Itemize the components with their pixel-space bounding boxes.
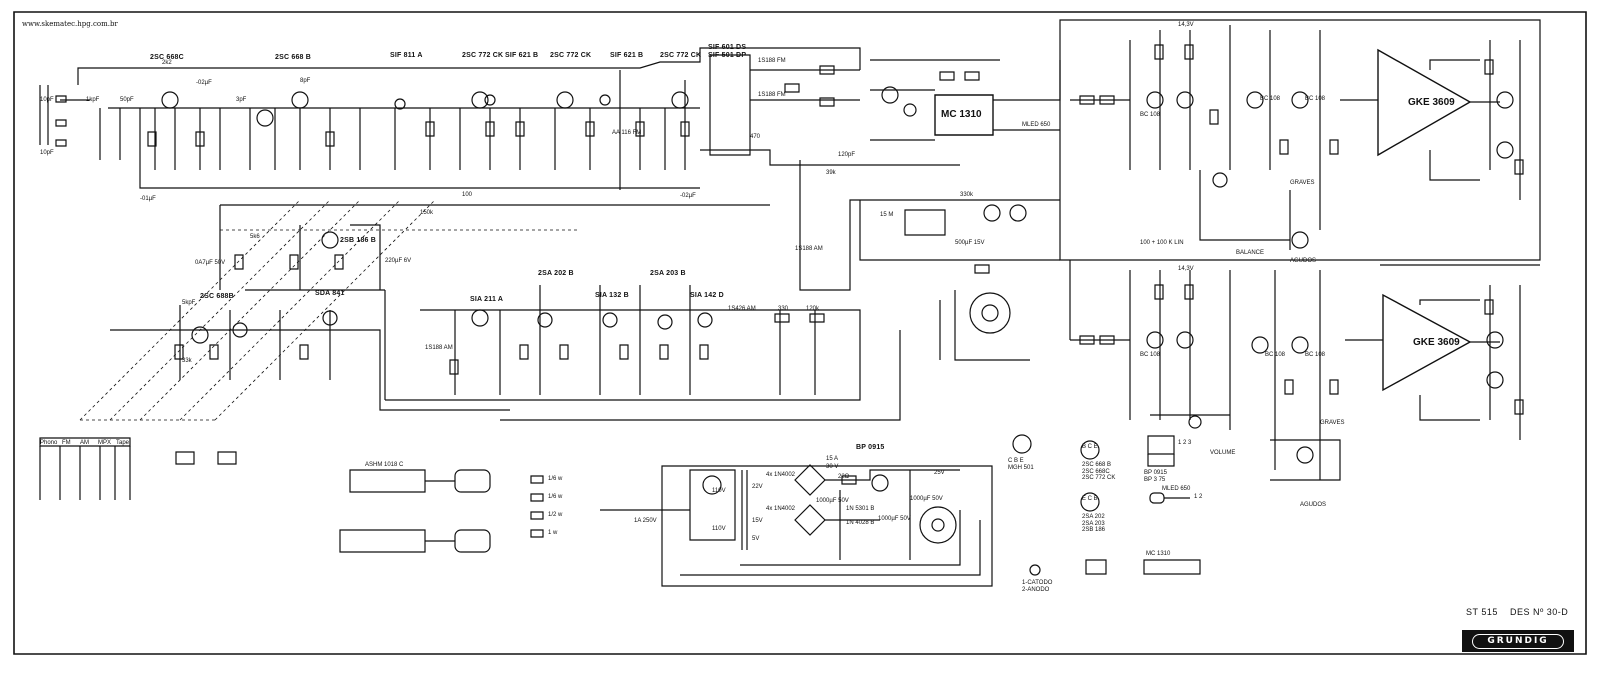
pinout-bp0915: BP 0915 BP 3 75 [1144, 470, 1167, 483]
mains-fuse: 1A 250V [634, 518, 657, 524]
r-120k: 120k [806, 306, 820, 312]
r-330k: 330k [960, 192, 974, 198]
bc108-6: BC 108 [1305, 352, 1326, 358]
ref-right: DES Nº 30-D [1510, 607, 1569, 617]
r-15m: 15 M [880, 212, 894, 218]
c-220uf: 220µF 6V [385, 258, 412, 264]
lamp-legend-4: 1 w [548, 530, 558, 536]
secondary-5v: 5V [752, 536, 760, 542]
r-39k: 39k [826, 170, 836, 176]
pinout-mc1310-top: MC 1310 [1146, 551, 1171, 557]
sif501dp-label: SIF 501 DP [708, 52, 747, 59]
lamp-legend-2: 1/6 w [548, 494, 563, 500]
c-500uf: 500µF 15V [955, 240, 985, 246]
fuse-30v: 30 V [826, 464, 839, 470]
sia142d-label: SIA 142 D [690, 292, 724, 299]
diode-1s426am: 1S426 AM [728, 306, 756, 312]
mled650-label: MLED 650 [1022, 122, 1051, 128]
diode-1s188fm-2: 1S188 FM [758, 92, 786, 98]
q-2sc668c-label: 2SC 668C [150, 54, 184, 61]
q-2sc772-3-label: 2SC 772 CK [660, 52, 702, 59]
r-330: 330 [778, 306, 789, 312]
c-047uf: 0A7µF 50V [195, 260, 226, 266]
mc1310-pinout [1144, 560, 1200, 574]
r-22ohm: 22Ω [838, 474, 850, 480]
pinout-diode: 1-CATODO 2-ANODO [1022, 580, 1053, 593]
bridge-1-label: 4x 1N4002 [766, 472, 796, 478]
legend-fm: FM [62, 440, 71, 446]
bp0915-label: BP 0915 [856, 444, 885, 451]
pinout-2sa-pins: E C B [1082, 496, 1098, 502]
balance-pot-label: 100 + 100 K LIN [1140, 240, 1184, 246]
rf-stage [40, 80, 689, 170]
graves-label-2: GRAVES [1320, 420, 1345, 426]
graves-label: GRAVES [1290, 180, 1315, 186]
diode-1s188am-2: 1S188 AM [795, 246, 823, 252]
r-33k: 33k [182, 358, 192, 364]
gke3609-top-label: GKE 3609 [1408, 97, 1455, 108]
ref-left: ST 515 [1466, 607, 1498, 617]
bc108-2: BC 108 [1260, 96, 1281, 102]
legend-mpx: MPX [98, 440, 112, 446]
brand-text: GRUNDIG [1487, 636, 1549, 646]
ashm-label: ASHM 1018 C [365, 462, 404, 468]
q-2sc688b-label: 2SC 688B [200, 293, 234, 300]
c-10pf-2: 10pF [40, 150, 54, 156]
primary-110v-2: 110V [712, 526, 726, 532]
pinout-mgh501: C B E MGH 501 [1008, 458, 1034, 471]
fuse-15a: 15 A [826, 456, 839, 462]
sif811a-label: SIF 811 A [390, 52, 423, 59]
bc108-5: BC 108 [1265, 352, 1286, 358]
cap-1000uf-3: 1000µF 50V [910, 496, 943, 502]
secondary-22v: 22V [752, 484, 763, 490]
sia132b-label: SIA 132 B [595, 292, 629, 299]
legend-phono: Phono [40, 440, 58, 446]
r-5k6: 5k6 [250, 234, 260, 240]
secondary-15v: 15V [752, 518, 763, 524]
c-02uf-top: -02µF [196, 80, 212, 86]
bc108-3: BC 108 [1305, 96, 1326, 102]
supply-bottom: 14,3V [1178, 266, 1194, 272]
q-2sc772-1-label: 2SC 772 CK [462, 52, 504, 59]
r-2k2: 2k2 [162, 60, 172, 66]
pinout-2sc-pins: B C E [1082, 444, 1098, 450]
website-url[interactable]: www.skematec.hpg.com.br [22, 20, 118, 28]
gke3609-bottom-label: GKE 3609 [1413, 337, 1460, 348]
sda841-label: SDA 841 [315, 290, 345, 297]
diode-aa116: AA 116 FM [612, 130, 642, 136]
sif601ds-label: SIF 601 DS [708, 44, 747, 51]
pinout-led-pins: 1 2 [1194, 494, 1203, 500]
volume-label: VOLUME [1210, 450, 1236, 456]
lamp-legend-3: 1/2 w [548, 512, 563, 518]
c-120pf: 120pF [838, 152, 856, 158]
legend-am: AM [80, 440, 89, 446]
c-3pf: 3pF [236, 97, 247, 103]
legend-tape: Tape [116, 440, 130, 446]
bc108-4: BC 108 [1140, 352, 1161, 358]
balance-label: BALANCE [1236, 250, 1265, 256]
bc108-1: BC 108 [1140, 112, 1161, 118]
c-10pf-1: 10pF [40, 97, 54, 103]
c-02uf-mid: -02µF [680, 193, 696, 199]
c-1kpf: 1kpF [86, 97, 100, 103]
lamp-legend-1: 1/6 w [548, 476, 563, 482]
supply-top: 14,3V [1178, 22, 1194, 28]
q-2sb186b-label: 2SB 186 B [340, 237, 377, 244]
cap-1000uf-2: 1000µF 50V [878, 516, 911, 522]
q-2sa202b-label: 2SA 202 B [538, 270, 574, 277]
c-50pf: 50pF [120, 97, 134, 103]
c-01uf: -01µF [140, 196, 156, 202]
supply-25v: 25V [934, 470, 945, 476]
sia211a-label: SIA 211 A [470, 296, 504, 303]
c-5kpf: 5kpF [182, 300, 196, 306]
q-2sc668b-label: 2SC 668 B [275, 54, 312, 61]
pinout-mled650: MLED 650 [1162, 486, 1191, 492]
mc1310-label: MC 1310 [941, 109, 982, 120]
cap-1000uf-1: 1000µF 50V [816, 498, 849, 504]
pinout-2sc: 2SC 668 B 2SC 668C 2SC 772 CK [1082, 462, 1116, 482]
diode-1s188am-1: 1S188 AM [425, 345, 453, 351]
c-8pf: 8pF [300, 78, 311, 84]
q-2sa203b-label: 2SA 203 B [650, 270, 686, 277]
ashm-connector [350, 470, 425, 492]
r-470: 470 [750, 134, 761, 140]
zener-2: 1N 4028 B [846, 520, 875, 526]
r-150k: 150k [420, 210, 434, 216]
q-2sc772-2-label: 2SC 772 CK [550, 52, 592, 59]
agudos-label-2: AGUDOS [1300, 502, 1327, 508]
bridge-2-label: 4x 1N4002 [766, 506, 796, 512]
diode-1s188fm-1: 1S188 FM [758, 58, 786, 64]
zener-1: 1N 5301 B [846, 506, 875, 512]
grundig-logo [1462, 630, 1574, 652]
pinout-bp-pins: 1 2 3 [1178, 440, 1192, 446]
agudos-label: AGUDOS [1290, 258, 1317, 264]
sif621b-1-label: SIF 621 B [505, 52, 539, 59]
r-100: 100 [462, 192, 473, 198]
sif621b-2-label: SIF 621 B [610, 52, 644, 59]
primary-110v-1: 110V [712, 488, 726, 494]
pinout-2sa: 2SA 202 2SA 203 2SB 186 [1082, 514, 1106, 534]
